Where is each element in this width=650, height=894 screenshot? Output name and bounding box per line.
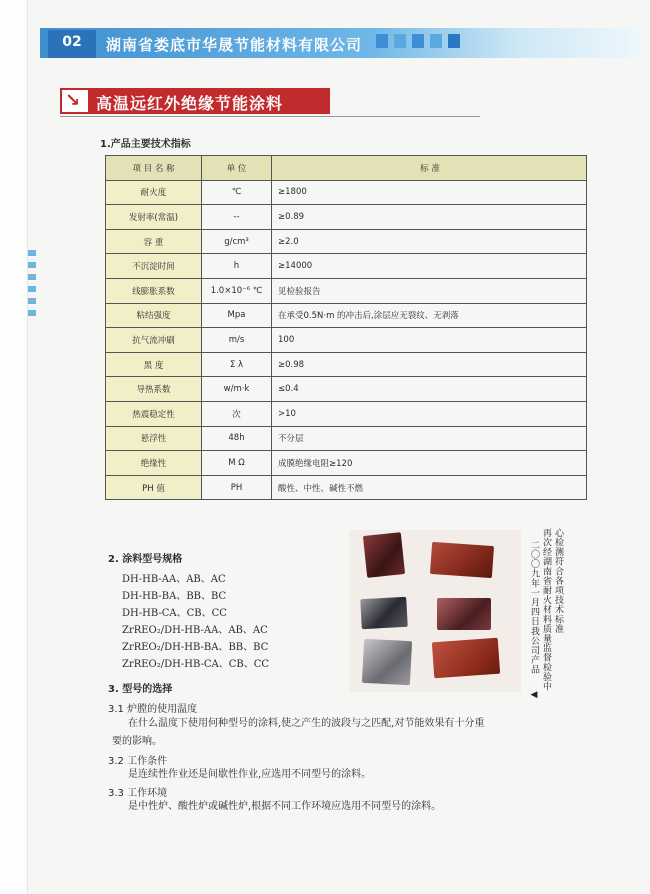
header-bar	[40, 20, 640, 58]
item-unit: PH	[202, 475, 272, 500]
item-unit: w/m·k	[202, 377, 272, 402]
table-row	[106, 377, 587, 402]
sample-block	[363, 532, 405, 578]
model-spec: DH-HB-BA、BB、BC	[122, 591, 227, 602]
item-name: 黑 度	[106, 352, 202, 377]
table-row	[106, 401, 587, 426]
page-title: 高温远红外绝缘节能涂料	[96, 94, 284, 113]
item-unit: Σ λ	[202, 352, 272, 377]
table-row	[106, 328, 587, 353]
table-row	[106, 180, 587, 205]
header-tile	[394, 34, 406, 48]
item-standard: ≥0.89	[272, 205, 587, 230]
item-unit: h	[202, 254, 272, 279]
item-name: 不沉淀时间	[106, 254, 202, 279]
photo-caption-line: 再次经湖南省耐火材料质量监督检验中	[541, 528, 551, 692]
item-unit: Mpa	[202, 303, 272, 328]
header-tile	[430, 34, 442, 48]
header-tile	[376, 34, 388, 48]
section-heading: 2. 涂料型号规格	[108, 554, 183, 565]
item-unit: 48h	[202, 426, 272, 451]
spec-table	[105, 155, 587, 500]
item-name: 容 重	[106, 229, 202, 254]
section-heading: 3. 型号的选择	[108, 684, 173, 695]
subsection-heading: 3.2 工作条件	[108, 756, 168, 767]
table-row	[106, 254, 587, 279]
item-standard: ≥14000	[272, 254, 587, 279]
column-header: 项 目 名 称	[106, 156, 202, 181]
item-name: 耐火度	[106, 180, 202, 205]
item-standard: >10	[272, 401, 587, 426]
page-number: 02	[62, 34, 82, 50]
item-name: 发射率(常温)	[106, 205, 202, 230]
header-tile	[412, 34, 424, 48]
item-standard: 在承受0.5N·m 的冲击后,涂层应无裂纹、无剥落	[272, 303, 587, 328]
item-name: 粘结强度	[106, 303, 202, 328]
caption-arrow: ◀	[529, 690, 539, 701]
subsection-heading: 3.1 炉膛的使用温度	[108, 704, 198, 715]
table-row	[106, 352, 587, 377]
model-spec: ZrREO₂/DH-HB-AA、AB、AC	[122, 625, 268, 636]
paragraph: 是连续性作业还是间歇性作业,应选用不同型号的涂料。	[128, 769, 372, 780]
sample-block	[362, 639, 412, 685]
paragraph: 要的影响。	[112, 736, 162, 747]
item-standard: 见检验报告	[272, 278, 587, 303]
item-name: 抗气流冲刷	[106, 328, 202, 353]
model-spec: ZrREO₂/DH-HB-CA、CB、CC	[122, 659, 270, 670]
table-row	[106, 229, 587, 254]
photo-caption-line: 二〇〇九年一月四日我公司产品	[529, 540, 539, 675]
item-standard: 100	[272, 328, 587, 353]
model-spec: DH-HB-AA、AB、AC	[122, 574, 226, 585]
item-unit: 1.0×10⁻⁶ ℃	[202, 278, 272, 303]
item-unit: 次	[202, 401, 272, 426]
sample-block	[430, 542, 494, 578]
table-header-row	[106, 156, 587, 181]
item-standard: ≥0.98	[272, 352, 587, 377]
item-name: 绝缘性	[106, 451, 202, 476]
subsection-heading: 3.3 工作环境	[108, 788, 168, 799]
item-name: 热震稳定性	[106, 401, 202, 426]
item-unit: --	[202, 205, 272, 230]
column-header: 单 位	[202, 156, 272, 181]
item-name: 导热系数	[106, 377, 202, 402]
item-standard: 不分层	[272, 426, 587, 451]
table-row	[106, 426, 587, 451]
table-row	[106, 205, 587, 230]
item-standard: ≤0.4	[272, 377, 587, 402]
table-row	[106, 475, 587, 500]
title-underline	[60, 116, 480, 117]
table-row	[106, 278, 587, 303]
arrow-icon: ↘	[60, 88, 90, 114]
item-standard: 酸性、中性、碱性不燃	[272, 475, 587, 500]
company-name: 湖南省娄底市华晟节能材料有限公司	[106, 36, 363, 54]
table-row	[106, 303, 587, 328]
table-row	[106, 451, 587, 476]
model-spec: ZrREO₂/DH-HB-BA、BB、BC	[122, 642, 269, 653]
item-unit: g/cm³	[202, 229, 272, 254]
item-name: 悬浮性	[106, 426, 202, 451]
item-unit: M Ω	[202, 451, 272, 476]
section-heading: 1.产品主要技术指标	[100, 139, 191, 150]
item-name: 线膨胀系数	[106, 278, 202, 303]
product-sample-photo	[349, 530, 521, 692]
photo-caption-line: 心检测符合各项技术标准	[553, 528, 563, 634]
item-unit: m/s	[202, 328, 272, 353]
page-edge	[0, 0, 28, 894]
item-standard: ≥1800	[272, 180, 587, 205]
item-standard: ≥2.0	[272, 229, 587, 254]
paragraph: 是中性炉、酸性炉或碱性炉,根据不同工作环境应选用不同型号的涂料。	[128, 801, 442, 812]
edge-marks	[28, 250, 38, 322]
item-standard: 成膜绝缘电阻≥120	[272, 451, 587, 476]
paragraph: 在什么温度下使用何种型号的涂料,使之产生的波段与之匹配,对节能效果有十分重	[128, 718, 485, 729]
sample-block	[360, 597, 408, 629]
model-spec: DH-HB-CA、CB、CC	[122, 608, 227, 619]
header-tile	[448, 34, 460, 48]
sample-block	[437, 598, 491, 630]
sample-block	[432, 638, 500, 679]
section-title-bar	[60, 88, 330, 114]
column-header: 标 准	[272, 156, 587, 181]
item-name: PH 值	[106, 475, 202, 500]
item-unit: ℃	[202, 180, 272, 205]
